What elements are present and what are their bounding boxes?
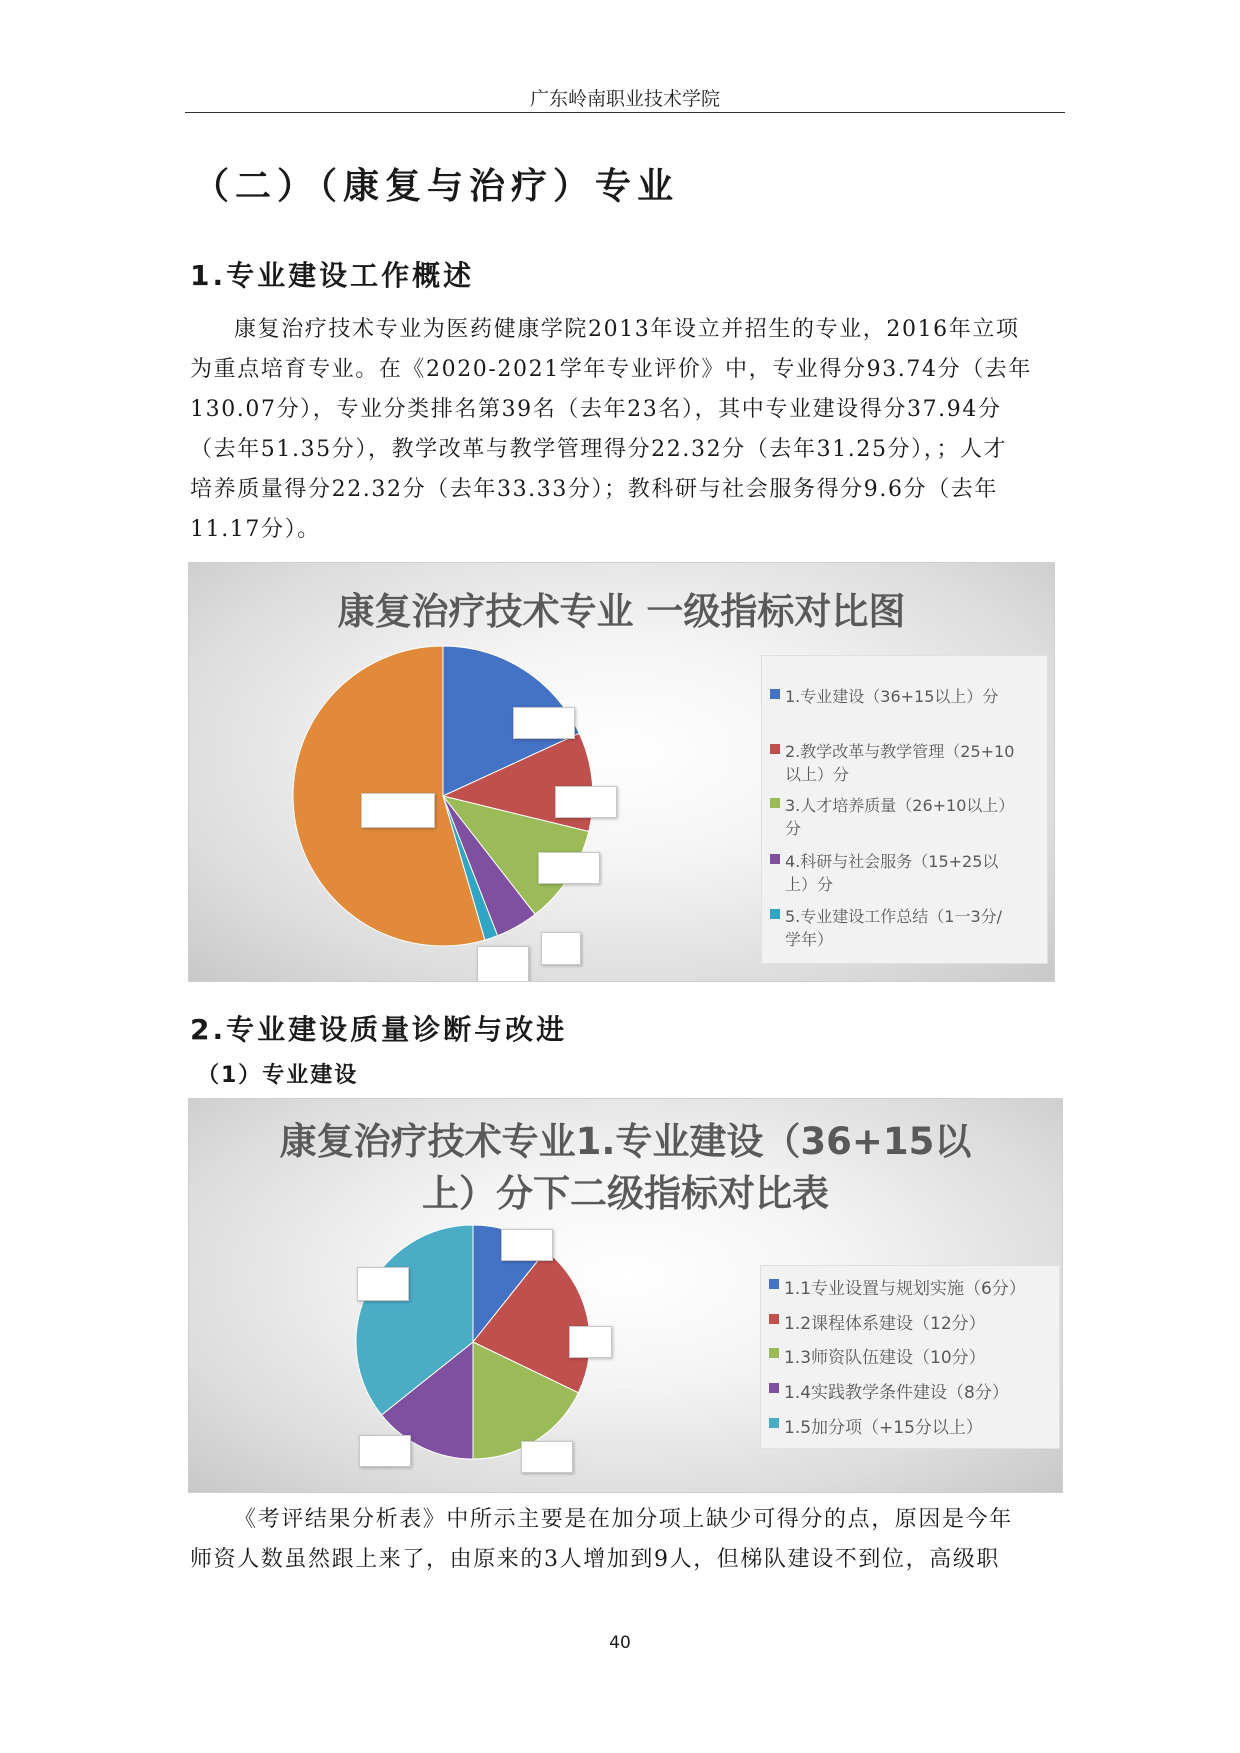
chart-1 bbox=[188, 562, 1055, 982]
chart-2-title: 康复治疗技术专业1.专业建设（36+15以 上）分下二级指标对比表 bbox=[279, 1120, 972, 1215]
legend-label: 1.3师资队伍建设（10分） bbox=[784, 1348, 986, 1368]
data-label-box bbox=[555, 786, 617, 818]
legend-item bbox=[770, 739, 1014, 785]
data-label-box bbox=[513, 707, 575, 739]
legend-item bbox=[769, 1413, 983, 1438]
legend-swatch bbox=[770, 854, 780, 864]
paragraph-line: （去年51.35分），教学改革与教学管理得分22.32分（去年31.25分），；人才 bbox=[190, 437, 1008, 462]
paragraph-line: 培养质量得分22.32分（去年33.33分）；教科研与社会服务得分9.6分（去年 bbox=[190, 477, 998, 502]
chart-1-legend bbox=[761, 655, 1048, 964]
legend-label: 1.1专业设置与规划实施（6分） bbox=[784, 1279, 1026, 1299]
data-label-box bbox=[357, 1267, 409, 1301]
legend-label: 1.4实践教学条件建设（8分） bbox=[784, 1383, 1009, 1403]
data-label-box bbox=[541, 932, 581, 965]
legend-swatch bbox=[769, 1418, 779, 1428]
legend-swatch bbox=[770, 909, 780, 919]
legend-swatch bbox=[770, 798, 780, 808]
legend-swatch bbox=[770, 744, 780, 754]
legend-swatch bbox=[769, 1348, 779, 1358]
data-label-box bbox=[538, 852, 600, 884]
legend-label: 2.教学改革与教学管理（25+10 以上）分 bbox=[785, 742, 1015, 784]
data-label-box bbox=[569, 1326, 612, 1358]
legend-swatch bbox=[770, 689, 780, 699]
subsection-2-1-title: （1）专业建设 bbox=[197, 1063, 359, 1088]
data-label-box bbox=[477, 946, 529, 982]
legend-label: 1.5加分项（+15分以上） bbox=[784, 1418, 983, 1438]
page-header: 广东岭南职业技术学院 bbox=[529, 88, 720, 110]
legend-label: 1.专业建设（36+15以上）分 bbox=[785, 687, 999, 706]
paragraph-line: 为重点培育专业。在《2020-2021学年专业评价》中，专业得分93.74分（去年 bbox=[190, 357, 1032, 382]
chart-2 bbox=[188, 1098, 1063, 1493]
data-label-box bbox=[521, 1441, 573, 1473]
legend-item bbox=[769, 1343, 986, 1368]
legend-label: 3.人才培养质量（26+10以上） 分 bbox=[785, 796, 1015, 838]
subsection-1-title: 1.专业建设工作概述 bbox=[190, 259, 475, 292]
data-label-box bbox=[359, 1435, 411, 1467]
data-label-box bbox=[361, 793, 435, 828]
paragraph-line: 11.17分）。 bbox=[190, 517, 321, 542]
chart-2-legend bbox=[760, 1265, 1060, 1449]
legend-item bbox=[770, 849, 998, 895]
legend-item bbox=[769, 1378, 1009, 1403]
page-number: 40 bbox=[609, 1633, 631, 1653]
legend-swatch bbox=[769, 1383, 779, 1393]
legend-swatch bbox=[769, 1279, 779, 1289]
data-label-box bbox=[501, 1229, 553, 1261]
subsection-1-paragraph bbox=[190, 310, 1050, 550]
paragraph-line: 康复治疗技术专业为医药健康学院2013年设立并招生的专业，2016年立项 bbox=[234, 317, 1020, 342]
paragraph-2 bbox=[190, 1500, 1050, 1580]
legend-label: 1.2课程体系建设（12分） bbox=[784, 1314, 986, 1334]
legend-item bbox=[770, 904, 1002, 950]
header-rule bbox=[185, 112, 1065, 113]
paragraph-line: 130.07分），专业分类排名第39名（去年23名），其中专业建设得分37.94分 bbox=[190, 397, 1002, 422]
paragraph-line: 《考评结果分析表》中所示主要是在加分项上缺少可得分的点，原因是今年 bbox=[234, 1507, 1013, 1532]
legend-swatch bbox=[769, 1314, 779, 1324]
chart-1-title: 康复治疗技术专业 一级指标对比图 bbox=[337, 590, 906, 633]
paragraph-line: 师资人数虽然跟上来了，由原来的3人增加到9人，但梯队建设不到位，高级职 bbox=[190, 1547, 1000, 1572]
legend-item bbox=[769, 1309, 986, 1334]
legend-label: 5.专业建设工作总结（1一3分/ 学年） bbox=[785, 907, 1003, 949]
legend-item bbox=[769, 1274, 1026, 1299]
subsection-2-title: 2.专业建设质量诊断与改进 bbox=[190, 1013, 568, 1046]
section-title: （二）（康复与治疗）专业 bbox=[193, 166, 680, 207]
legend-item bbox=[770, 793, 1014, 839]
legend-label: 4.科研与社会服务（15+25以 上）分 bbox=[785, 852, 999, 894]
legend-item bbox=[770, 684, 998, 707]
